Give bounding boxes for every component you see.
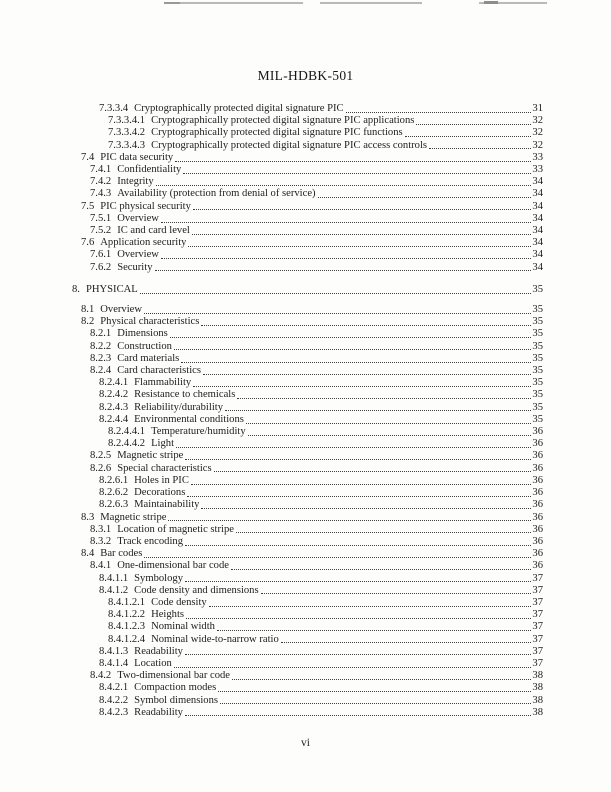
toc-entry-page: 37 [532, 645, 543, 657]
toc-entry [72, 524, 543, 536]
toc-leader-dots [170, 337, 532, 338]
toc-entry-number: 7.5.2 [90, 225, 112, 237]
scan-artifact-line [178, 2, 303, 4]
toc-entry [72, 103, 543, 115]
toc-entry-page: 37 [532, 572, 543, 584]
toc-entry-number: 8.2.2 [90, 340, 112, 352]
toc-entry-number: 8.4.2.3 [99, 706, 129, 718]
toc-entry-number: 7.5.1 [90, 212, 112, 224]
toc-entry-number: 8.2.6.1 [99, 474, 129, 486]
toc-entry-page: 37 [532, 621, 543, 633]
toc-leader-dots [201, 508, 531, 509]
toc-entry [72, 499, 543, 511]
toc-entry-number: 7.6 [81, 237, 95, 249]
toc-entry-title: Readability [134, 645, 183, 657]
toc-leader-dots [183, 173, 531, 174]
toc-leader-dots [220, 703, 531, 704]
toc-entry-title: Nominal width [151, 621, 215, 633]
toc-entry [72, 389, 543, 401]
toc-entry-title: Track encoding [117, 535, 183, 547]
toc-entry-number: 8.4.1.2.3 [108, 621, 146, 633]
toc-entry [72, 225, 543, 237]
toc-entry-title: Nominal wide-to-narrow ratio [151, 633, 279, 645]
toc-leader-dots [188, 246, 531, 247]
toc-entry-page: 34 [532, 225, 543, 237]
toc-entry-title: Two-dimensional bar code [117, 670, 230, 682]
toc-entry-title: Location [134, 657, 172, 669]
toc-entry [72, 201, 543, 213]
toc-entry-page: 34 [532, 176, 543, 188]
toc-entry-page: 34 [532, 237, 543, 249]
toc-entry-page: 33 [532, 164, 543, 176]
toc-entry-number: 8.2.4.4.1 [108, 426, 146, 438]
toc-entry-page: 35 [532, 389, 543, 401]
toc-entry-page: 36 [532, 535, 543, 547]
toc-entry-title: Application security [100, 237, 187, 249]
toc-entry-title: Flammability [134, 377, 192, 389]
toc-entry-page: 35 [532, 283, 543, 295]
toc-entry [72, 176, 543, 188]
toc-entry-page: 37 [532, 609, 543, 621]
toc-entry [72, 426, 543, 438]
toc-entry [72, 536, 543, 548]
toc-entry-page: 32 [532, 139, 543, 151]
toc-entry [72, 621, 543, 633]
toc-entry-page: 31 [532, 103, 543, 114]
toc-entry-number: 8.2.6.3 [99, 499, 129, 511]
toc-leader-dots [318, 197, 532, 198]
toc-entry [72, 164, 543, 176]
toc-entry-title: Overview [117, 212, 159, 224]
toc-leader-dots [144, 313, 531, 314]
toc-entry [72, 341, 543, 353]
toc-leader-dots [185, 459, 531, 460]
toc-entry [72, 682, 543, 694]
toc-entry-title: Overview [117, 249, 159, 261]
toc-entry-number: 7.3.3.4.3 [108, 139, 146, 151]
toc-entry-page: 36 [532, 487, 543, 499]
toc-entry [72, 438, 543, 450]
toc-entry-title: Environmental conditions [134, 413, 244, 425]
toc-entry [72, 487, 543, 499]
toc-leader-dots [191, 484, 532, 485]
toc-entry-page: 38 [532, 694, 543, 706]
toc-entry [72, 634, 543, 646]
toc-entry-page: 36 [532, 438, 543, 450]
toc-entry-title: Code density [151, 596, 207, 608]
toc-entry-number: 8.3 [81, 511, 95, 523]
toc-entry-title: PIC data security [100, 151, 174, 163]
toc-entry-number: 8.2.4.1 [99, 377, 129, 389]
toc-entry-number: 7.4.3 [90, 188, 112, 200]
toc-entry-number: 7.3.3.4.1 [108, 115, 146, 127]
toc-leader-dots [237, 398, 531, 399]
toc-entry-number: 8.4.1.2.1 [108, 596, 146, 608]
toc-entry [72, 450, 543, 462]
toc-entry-number: 8.2.4.3 [99, 401, 129, 413]
toc-entry-title: Heights [151, 609, 185, 621]
toc-entry-page: 34 [532, 212, 543, 224]
toc-entry-page: 37 [532, 584, 543, 596]
toc-entry-title: Availability (protection from denial of service) [117, 188, 316, 200]
toc-leader-dots [416, 124, 531, 125]
toc-entry [72, 402, 543, 414]
toc-entry [72, 127, 543, 139]
toc-entry-title: Symbology [134, 572, 183, 584]
toc-entry-title: Compaction modes [134, 682, 217, 694]
toc-entry-page: 36 [532, 523, 543, 535]
page-number-footer: vi [301, 737, 310, 749]
toc-entry-number: 8.4.1 [90, 560, 112, 572]
toc-entry-number: 8.4 [81, 548, 95, 560]
toc-entry-page: 35 [532, 304, 543, 316]
toc-entry-number: 8.2.6 [90, 462, 112, 474]
toc-leader-dots [246, 423, 532, 424]
toc-entry-title: PHYSICAL [85, 283, 138, 295]
toc-entry-number: 8.2.4.2 [99, 389, 129, 401]
toc-entry-number: 8. [72, 283, 80, 295]
toc-leader-dots [217, 630, 531, 631]
toc-entry-page: 34 [532, 188, 543, 200]
toc-entry [72, 304, 543, 316]
toc-entry [72, 475, 543, 487]
toc-entry-page: 36 [532, 426, 543, 438]
toc-entry-title: Construction [117, 340, 172, 352]
toc-leader-dots [140, 293, 532, 294]
toc-entry-title: Integrity [117, 176, 154, 188]
toc-entry-title: Location of magnetic stripe [117, 523, 234, 535]
toc-entry-number: 7.6.1 [90, 249, 112, 261]
toc-entry-title: Magnetic stripe [100, 511, 167, 523]
toc-entry-page: 35 [532, 401, 543, 413]
toc-leader-dots [161, 222, 531, 223]
toc-entry [72, 573, 543, 585]
toc-entry-title: Physical characteristics [100, 316, 200, 328]
toc-entry [72, 414, 543, 426]
toc-entry-title: Decorations [134, 487, 186, 499]
toc-entry-page: 35 [532, 340, 543, 352]
toc-entry-page: 36 [532, 548, 543, 560]
toc-leader-dots [231, 569, 531, 570]
toc-leader-dots [261, 593, 532, 594]
toc-entry-title: Bar codes [100, 548, 143, 560]
toc-entry-page: 36 [532, 462, 543, 474]
toc-entry-title: Security [117, 261, 153, 273]
toc-entry-page: 35 [532, 365, 543, 377]
toc-entry-number: 7.3.3.4.2 [108, 127, 146, 139]
toc-entry-page: 34 [532, 249, 543, 261]
toc-leader-dots [168, 520, 531, 521]
toc-entry-page: 36 [532, 474, 543, 486]
toc-entry [72, 695, 543, 707]
toc-entry-title: IC and card level [117, 225, 190, 237]
toc-entry-number: 8.4.1.4 [99, 657, 129, 669]
toc-leader-dots [193, 386, 531, 387]
toc-entry [72, 377, 543, 389]
toc-entry-page: 32 [532, 115, 543, 127]
toc-entry-number: 8.4.1.2.4 [108, 633, 146, 645]
toc-entry-number: 7.6.2 [90, 261, 112, 273]
toc-entry-page: 36 [532, 511, 543, 523]
toc-leader-dots [156, 185, 532, 186]
toc-entry [72, 188, 543, 200]
toc-entry-title: One-dimensional bar code [117, 560, 229, 572]
toc-entry-page: 33 [532, 151, 543, 163]
toc-entry-title: Card characteristics [117, 365, 202, 377]
toc-entry-title: Cryptographically protected digital signature PIC access controls [151, 139, 428, 151]
toc-entry-title: Dimensions [117, 328, 168, 340]
toc-leader-dots [175, 161, 531, 162]
toc-entry-number: 7.4.2 [90, 176, 112, 188]
toc-entry-page: 36 [532, 450, 543, 462]
toc-entry-page: 35 [532, 413, 543, 425]
toc-entry-number: 8.3.1 [90, 523, 112, 535]
toc-entry-title: Cryptographically protected digital signature PIC functions [151, 127, 403, 139]
toc-entry-number: 8.2.1 [90, 328, 112, 340]
toc-entry-number: 7.3.3.4 [99, 103, 129, 114]
toc-entry [72, 140, 543, 152]
toc-leader-dots [236, 532, 531, 533]
toc-leader-dots [144, 557, 531, 558]
toc-entry-page: 35 [532, 328, 543, 340]
toc-entry-page: 32 [532, 127, 543, 139]
table-of-contents [72, 103, 543, 719]
toc-entry [72, 237, 543, 249]
toc-entry [72, 597, 543, 609]
toc-entry-title: Cryptographically protected digital signature PIC applications [151, 115, 415, 127]
toc-entry [72, 365, 543, 377]
toc-entry [72, 249, 543, 261]
toc-leader-dots [187, 496, 531, 497]
toc-leader-dots [185, 654, 531, 655]
toc-entry-number: 8.2.4.4.2 [108, 438, 146, 450]
toc-entry [72, 463, 543, 475]
toc-leader-dots [185, 545, 531, 546]
toc-entry-page: 37 [532, 596, 543, 608]
toc-entry [72, 284, 543, 296]
toc-entry-number: 8.4.1.1 [99, 572, 129, 584]
toc-leader-dots [248, 435, 532, 436]
toc-entry [72, 646, 543, 658]
toc-entry-title: Confidentiality [117, 164, 182, 176]
toc-leader-dots [176, 447, 531, 448]
toc-entry-title: Code density and dimensions [134, 584, 259, 596]
toc-entry-number: 8.4.2.2 [99, 694, 129, 706]
toc-entry-page: 36 [532, 560, 543, 572]
toc-leader-dots [193, 209, 532, 210]
toc-entry-title: Readability [134, 706, 183, 718]
toc-entry [72, 670, 543, 682]
toc-entry-number: 7.4.1 [90, 164, 112, 176]
toc-leader-dots [174, 349, 531, 350]
toc-entry-page: 38 [532, 670, 543, 682]
toc-leader-dots [155, 270, 532, 271]
toc-entry-page: 36 [532, 499, 543, 511]
toc-entry-number: 8.4.1.2 [99, 584, 129, 596]
toc-entry-page: 35 [532, 377, 543, 389]
toc-entry [72, 609, 543, 621]
toc-leader-dots [218, 691, 531, 692]
toc-entry-number: 8.2.6.2 [99, 487, 129, 499]
toc-entry-title: Light [151, 438, 175, 450]
toc-leader-dots [181, 362, 531, 363]
toc-entry-title: Resistance to chemicals [134, 389, 236, 401]
toc-entry [72, 560, 543, 572]
toc-leader-dots [232, 679, 531, 680]
toc-entry [72, 548, 543, 560]
toc-entry-number: 8.2.4.4 [99, 413, 129, 425]
toc-leader-dots [161, 258, 531, 259]
toc-entry-title: Cryptographically protected digital signature PIC [134, 103, 344, 114]
toc-leader-dots [214, 471, 532, 472]
toc-entry-number: 8.3.2 [90, 535, 112, 547]
toc-entry-title: Symbol dimensions [134, 694, 219, 706]
toc-entry [72, 658, 543, 670]
toc-entry [72, 328, 543, 340]
toc-entry-number: 8.1 [81, 304, 95, 316]
toc-leader-dots [185, 715, 531, 716]
toc-entry-number: 8.2.5 [90, 450, 112, 462]
toc-entry-page: 38 [532, 682, 543, 694]
toc-leader-dots [346, 112, 532, 113]
toc-leader-dots [186, 618, 531, 619]
scan-artifact-line [320, 2, 422, 4]
toc-leader-dots [225, 410, 531, 411]
toc-entry [72, 512, 543, 524]
toc-entry-number: 8.2 [81, 316, 95, 328]
toc-entry-page: 34 [532, 200, 543, 212]
toc-entry [72, 262, 543, 274]
toc-entry-title: Card materials [117, 352, 180, 364]
toc-entry-page: 35 [532, 316, 543, 328]
toc-leader-dots [209, 606, 532, 607]
toc-entry [72, 707, 543, 719]
toc-entry-page: 37 [532, 633, 543, 645]
toc-leader-dots [185, 581, 531, 582]
toc-entry-page: 37 [532, 657, 543, 669]
toc-entry-number: 8.4.1.2.2 [108, 609, 146, 621]
toc-entry-title: PIC physical security [100, 200, 191, 212]
toc-entry-title: Holes in PIC [134, 474, 189, 486]
toc-leader-dots [405, 136, 532, 137]
toc-entry [72, 213, 543, 225]
toc-leader-dots [174, 667, 532, 668]
toc-entry-number: 8.4.1.3 [99, 645, 129, 657]
toc-entry-page: 38 [532, 706, 543, 718]
toc-entry [72, 585, 543, 597]
toc-entry-number: 8.4.2.1 [99, 682, 129, 694]
toc-leader-dots [203, 374, 531, 375]
toc-leader-dots [201, 325, 531, 326]
toc-leader-dots [429, 148, 531, 149]
toc-entry-title: Reliability/durability [134, 401, 223, 413]
toc-entry [72, 353, 543, 365]
toc-entry-page: 35 [532, 352, 543, 364]
toc-entry-number: 8.2.3 [90, 352, 112, 364]
toc-entry-page: 34 [532, 261, 543, 273]
document-title: MIL-HDBK-501 [257, 68, 354, 83]
toc-leader-dots [192, 234, 532, 235]
toc-entry [72, 152, 543, 164]
toc-entry-title: Maintainability [134, 499, 200, 511]
scan-artifact-line [479, 2, 547, 4]
toc-entry-number: 7.4 [81, 151, 95, 163]
toc-entry-title: Temperature/humidity [151, 426, 246, 438]
toc-entry-number: 8.2.4 [90, 365, 112, 377]
toc-entry-number: 8.4.2 [90, 670, 112, 682]
toc-entry-title: Magnetic stripe [117, 450, 184, 462]
toc-entry [72, 115, 543, 127]
toc-entry-title: Overview [100, 304, 143, 316]
toc-entry-number: 7.5 [81, 200, 95, 212]
toc-entry-title: Special characteristics [117, 462, 212, 474]
toc-entry [72, 316, 543, 328]
toc-leader-dots [281, 642, 532, 643]
